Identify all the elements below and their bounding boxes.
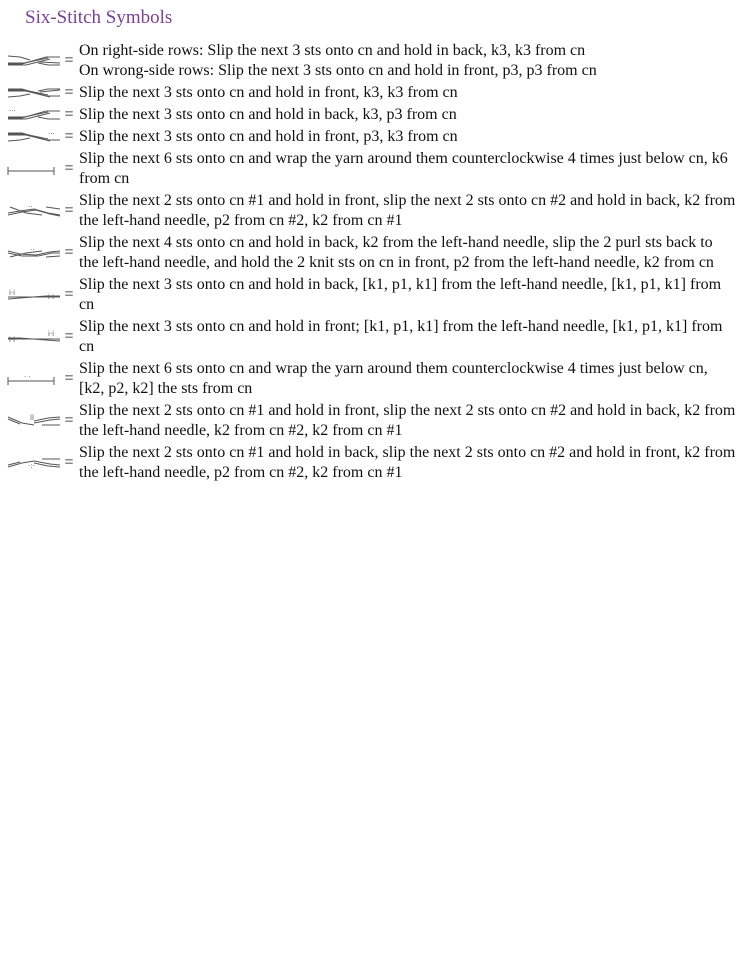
symbol-description [79,233,736,273]
equals-sign: = [64,286,74,303]
symbol-description [79,149,736,189]
cable-3-3-left-purl-icon [6,127,62,147]
equals-sign: = [64,106,74,123]
equals-sign: = [64,328,74,345]
svg-text:···: ··· [9,107,16,115]
legend-row [6,359,736,399]
symbol-description [79,359,736,399]
description-line: Slip the next 2 sts onto cn #1 and hold in back, slip the next 2 sts onto cn #2 and hold in front, k2 from the left-hand needle, p2 from cn #2, k2 from cn #1 [79,444,736,481]
symbol-description [79,317,736,357]
legend-row [6,443,736,483]
cable-2-2-2-purl-back-icon [6,243,62,263]
cable-3-3-right-purl-icon [6,105,62,125]
svg-text:i·i: i·i [48,293,55,301]
cable-2-2-2-left-icon [6,201,62,221]
legend-row [6,127,736,147]
equals-sign: = [64,454,74,471]
description-line: Slip the next 3 sts onto cn and hold in back, [k1, p1, k1] from the left-hand needle, [k1, p1, k1] from cn [79,276,722,313]
svg-text:··: ·· [30,246,35,254]
svg-text:·:·: ·:· [28,462,35,470]
legend-row [6,233,736,273]
equals-sign: = [64,160,74,177]
page-title: Six-Stitch Symbols [25,7,173,28]
svg-text:i·i: i·i [9,289,16,297]
svg-text:ll: ll [30,414,34,422]
symbol-description [79,41,736,81]
cable-3-3-left-icon [6,83,62,103]
equals-sign: = [64,202,74,219]
description-line: Slip the next 3 sts onto cn and hold in front, p3, k3 from cn [79,128,458,145]
ribbed-cable-right-icon [6,285,62,305]
symbol-description [79,127,736,147]
description-line: Slip the next 3 sts onto cn and hold in front, k3, k3 from cn [79,84,458,101]
description-line: Slip the next 4 sts onto cn and hold in back, k2 from the left-hand needle, slip the 2 purl sts back to the left-hand needle, and hold the 2 knit sts on cn in front, p2 from the left-hand needle, k2 from cn [79,234,714,271]
svg-text:i·i: i·i [48,330,55,338]
equals-sign: = [64,52,74,69]
legend-row [6,191,736,231]
symbol-legend [6,41,736,485]
equals-sign: = [64,412,74,429]
description-line: On right-side rows: Slip the next 3 sts onto cn and hold in back, k3, k3 from cn [79,42,586,59]
description-line: Slip the next 6 sts onto cn and wrap the yarn around them counterclockwise 4 times just below cn, k6 from cn [79,150,728,187]
legend-row [6,83,736,103]
cable-2-2-2-purl-center-icon [6,453,62,473]
symbol-description [79,83,736,103]
description-line: Slip the next 2 sts onto cn #1 and hold in front, slip the next 2 sts onto cn #2 and hold in back, k2 from the left-hand needle, k2 from cn #2, k2 from cn #1 [79,402,736,439]
symbol-description [79,105,736,125]
equals-sign: = [64,84,74,101]
cable-3-3-right-icon [6,51,62,71]
legend-row [6,149,736,189]
symbol-description [79,191,736,231]
description-line: Slip the next 3 sts onto cn and hold in back, k3, p3 from cn [79,106,457,123]
legend-row [6,401,736,441]
equals-sign: = [64,244,74,261]
description-line: Slip the next 3 sts onto cn and hold in front; [k1, p1, k1] from the left-hand needle, [k1, p1, k1] from cn [79,318,723,355]
cable-2-2-2-knit-center-icon [6,411,62,431]
svg-text:···: ··· [48,130,55,138]
symbol-description [79,401,736,441]
svg-text:· ·: · · [24,373,31,381]
description-line: Slip the next 2 sts onto cn #1 and hold in front, slip the next 2 sts onto cn #2 and hold in back, k2 from the left-hand needle, p2 from cn #2, k2 from cn #1 [79,192,736,229]
equals-sign: = [64,370,74,387]
ribbed-cable-left-icon [6,327,62,347]
legend-row [6,275,736,315]
wrap-6-ribbed-icon [6,369,62,389]
legend-row [6,105,736,125]
legend-row [6,317,736,357]
wrap-6-knit-icon [6,159,62,179]
symbol-description [79,443,736,483]
description-line: Slip the next 6 sts onto cn and wrap the yarn around them counterclockwise 4 times just below cn, [k2, p2, k2] the sts from cn [79,360,708,397]
description-line: On wrong-side rows: Slip the next 3 sts onto cn and hold in front, p3, p3 from cn [79,62,597,79]
svg-text:i·i: i·i [9,336,16,344]
legend-row [6,41,736,81]
equals-sign: = [64,128,74,145]
svg-text:··: ·· [28,203,33,211]
symbol-description [79,275,736,315]
